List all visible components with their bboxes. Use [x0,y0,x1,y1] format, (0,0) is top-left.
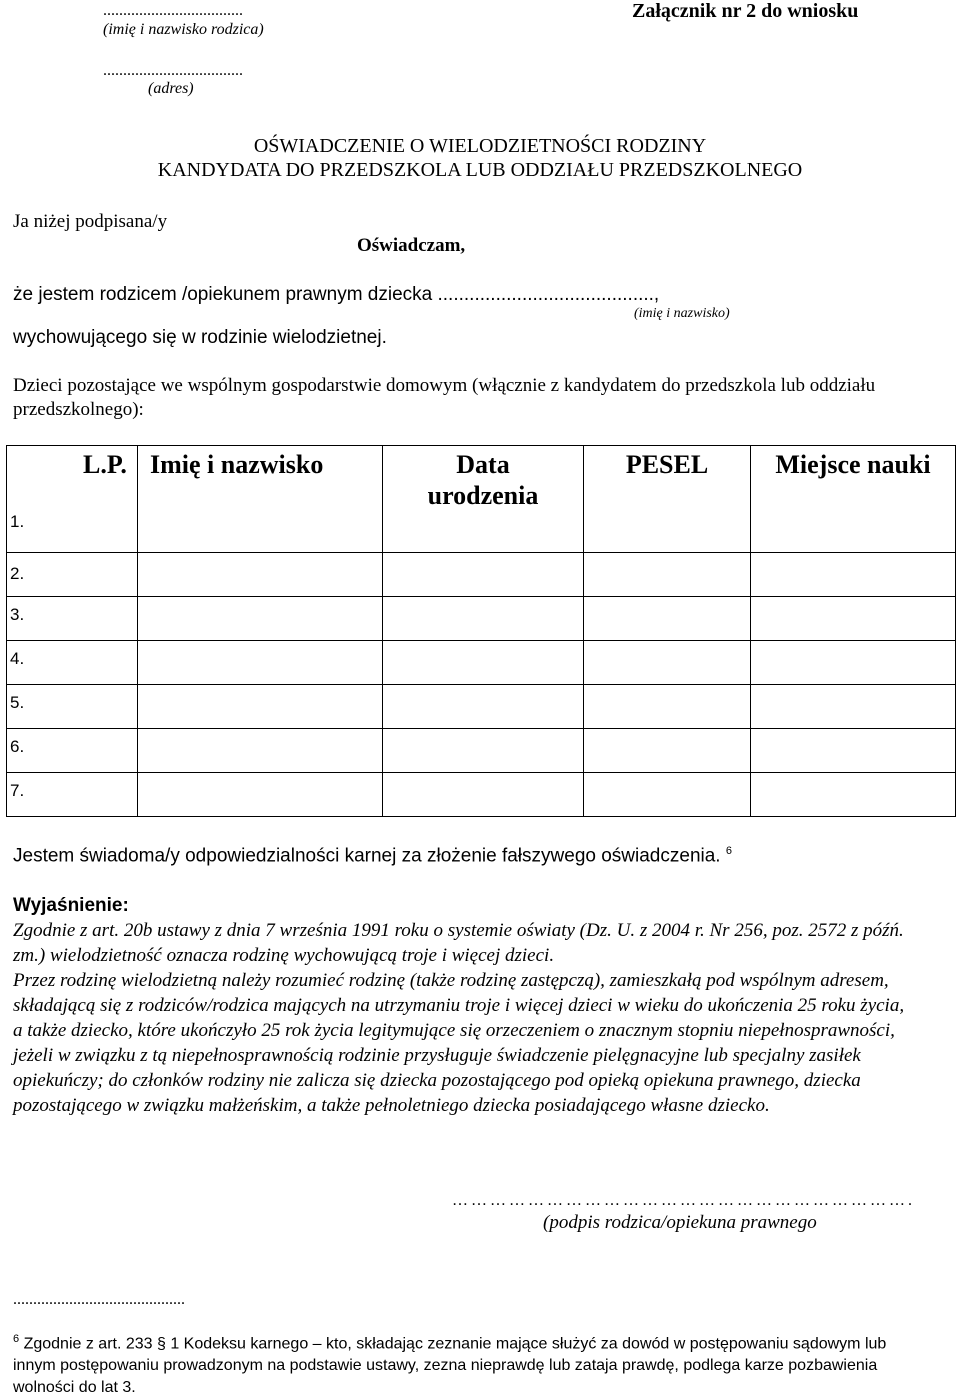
school-cell[interactable] [751,729,956,773]
table-row [7,685,956,729]
address-dots: ................................... [103,62,243,79]
row-number: 4. [10,649,25,668]
row-number: 1. [10,512,25,531]
explanation-heading: Wyjaśnienie: [13,895,129,916]
table-row [7,729,956,773]
birthdate-cell[interactable] [383,773,584,817]
footnote [13,1328,893,1399]
title-line-1: OŚWIADCZENIE O WIELODZIETNOŚCI RODZINY [253,135,707,157]
pesel-cell[interactable] [584,641,751,685]
birthdate-cell[interactable] [383,641,584,685]
lp-cell [7,446,138,553]
pesel-cell[interactable] [584,597,751,641]
pesel-cell[interactable] [584,446,751,553]
pesel-cell[interactable] [584,729,751,773]
title-line-2: KANDYDATA DO PRZEDSZKOLA LUB ODDZIAŁU PRZEDSZKOLNEGO [157,159,803,181]
name-cell[interactable] [138,729,383,773]
school-cell[interactable] [751,641,956,685]
table-header-row [7,446,956,553]
birthdate-cell[interactable] [383,597,584,641]
awareness-statement [13,845,732,867]
header-lp: L.P. [83,450,127,479]
name-cell[interactable] [138,773,383,817]
explanation-paragraph-1: Zgodnie z art. 20b ustawy z dnia 7 września 1991 roku o systemie oświaty (Dz. U. z 2004 r. Nr 256, poz. 2572 z późń. zm.) wielodzietność oznacza rodzinę wychowującą troje i więcej dzieci. [13,920,904,966]
row-number: 3. [10,605,25,624]
footnote-number: 6 [13,1333,20,1345]
row-number: 2. [10,564,25,583]
header-name: Imię i nazwisko [150,450,324,479]
pesel-cell[interactable] [584,773,751,817]
name-cell[interactable] [138,641,383,685]
name-cell[interactable] [138,553,383,597]
children-intro: Dzieci pozostające we wspólnym gospodarstwie domowym (włącznie z kandydatem do przedszkola lub oddziału przedszkolnego): [13,375,876,420]
birthdate-cell[interactable] [383,685,584,729]
birthdate-cell[interactable] [383,446,584,553]
school-cell[interactable] [751,773,956,817]
row-number: 7. [10,781,25,800]
signature-label: (podpis rodzica/opiekuna prawnego [543,1212,817,1233]
table-row [7,553,956,597]
explanation-body [13,918,913,1118]
children-table [6,445,956,817]
name-cell[interactable] [138,685,383,729]
header-pesel: PESEL [625,450,709,479]
name-cell[interactable] [138,597,383,641]
header-birthdate: Data urodzenia [427,450,539,510]
parent-name-label: (imię i nazwisko rodzica) [103,21,264,38]
signature-dots: … … … … … … … … … … … … … … … … … … … … … … … … . [452,1192,912,1209]
table-row [7,597,956,641]
school-cell[interactable] [751,553,956,597]
school-cell[interactable] [751,685,956,729]
footnote-text: Zgodnie z art. 233 § 1 Kodeksu karnego – kto, składając zeznanie mające służyć za dowód w postępowaniu sądowym lub innym postępowaniu prowadzonym na podstawie ustawy, zezna nieprawdę lub zataja prawdę, podlega karze pozbawienia wolności do lat 3. [13,1335,887,1397]
parent-line: że jestem rodzicem /opiekunem prawnym dziecka ........................................., [13,284,660,305]
name-cell[interactable] [138,446,383,553]
table-row [7,773,956,817]
row-number: 6. [10,737,25,756]
pesel-cell[interactable] [584,553,751,597]
undersigned-text: Ja niżej podpisana/y [13,211,168,232]
footnote-ref: 6 [725,845,732,857]
footnote-separator: ........................................... [13,1291,185,1308]
child-name-label: (imię i nazwisko) [634,306,730,321]
birthdate-cell[interactable] [383,729,584,773]
explanation-paragraph-2: Przez rodzinę wielodzietną należy rozumieć rodzinę (także rodzinę zastępczą), zamieszkałą pod wspólnym adresem, składającą się z rodziców/rodzica mających na utrzymaniu troje i więcej dzieci w wieku do ukończenia 25 roku życia, a także dziecko, które ukończyło 25 rok życia legitymujące się orzeczeniem o znacznym stopniu niepełnosprawności, jeżeli w związku z tą niepełnosprawnością rodzinie przysługuje świadczenie pielęgnacyjne lub specjalny zasiłek opiekuńczy; do członków rodziny nie zalicza się dziecka pozostającego pod opieką opiekuna prawnego, dziecka pozostającego w związku małżeńskim, a także pełnoletniego dziecka posiadającego własne dziecko. [13,970,905,1116]
birthdate-cell[interactable] [383,553,584,597]
table-row [7,641,956,685]
header-school: Miejsce nauki [775,450,931,479]
raising-text: wychowującego się w rodzinie wielodzietnej. [13,327,387,348]
row-number: 5. [10,693,25,712]
parent-name-dots: ................................... [103,2,243,19]
declare-text: Oświadczam, [357,235,466,256]
awareness-text: Jestem świadoma/y odpowiedzialności karnej za złożenie fałszywego oświadczenia. [13,845,721,867]
school-cell[interactable] [751,446,956,553]
pesel-cell[interactable] [584,685,751,729]
school-cell[interactable] [751,597,956,641]
address-label: (adres) [148,80,194,97]
attachment-label: Załącznik nr 2 do wniosku [632,0,859,22]
